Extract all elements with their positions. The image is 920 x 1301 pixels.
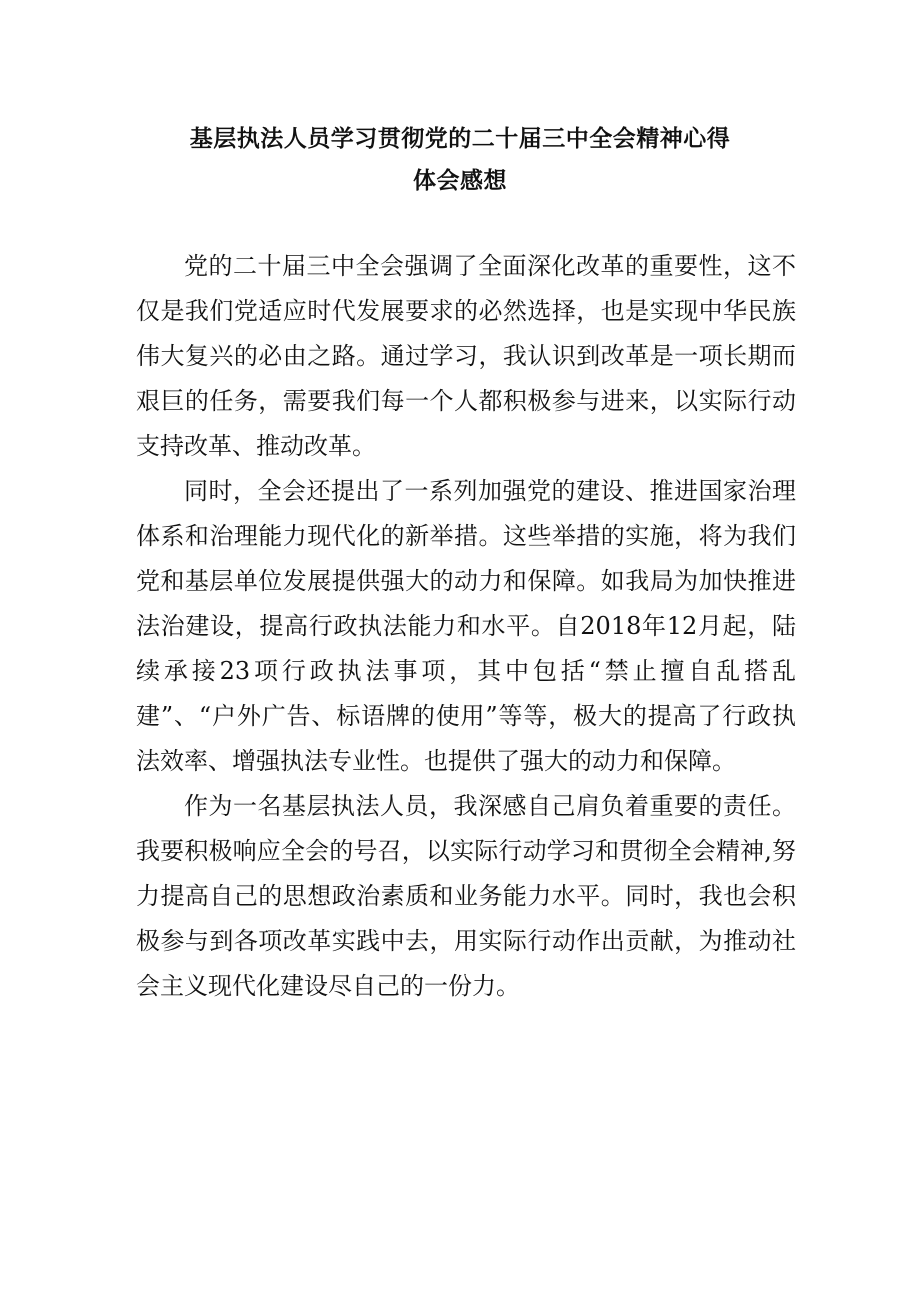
document-title [0, 118, 920, 202]
paragraph-1: 党的二十届三中全会强调了全面深化改革的重要性，这不仅是我们党适应时代发展要求的必然选择，也是实现中华民族伟大复兴的必由之路。通过学习，我认识到改革是一项长期而艰巨的任务，需要我们每一个人都积极参与进来，以实际行动支持改革、推动改革。 [136, 252, 796, 460]
document-body [136, 244, 796, 1009]
paragraph-2: 同时，全会还提出了一系列加强党的建设、推进国家治理体系和治理能力现代化的新举措。这些举措的实施，将为我们党和基层单位发展提供强大的动力和保障。如我局为加快推进法治建设，提高行政执法能力和水平。自2018年12月起，陆续承接23项行政执法事项，其中包括“禁止擅自乱搭乱建”、“户外广告、标语牌的使用”等等，极大的提高了行政执法效率、增强执法专业性。也提供了强大的动力和保障。 [136, 477, 796, 775]
paragraph-3: 作为一名基层执法人员，我深感自己肩负着重要的责任。我要积极响应全会的号召，以实际行动学习和贯彻全会精神,努力提高自己的思想政治素质和业务能力水平。同时，我也会积极参与到各项改革实践中去，用实际行动作出贡献，为推动社会主义现代化建设尽自己的一份力。 [136, 792, 796, 1000]
title-line-2: 体会感想 [413, 168, 507, 194]
title-line-1: 基层执法人员学习贯彻党的二十届三中全会精神心得 [189, 126, 731, 152]
